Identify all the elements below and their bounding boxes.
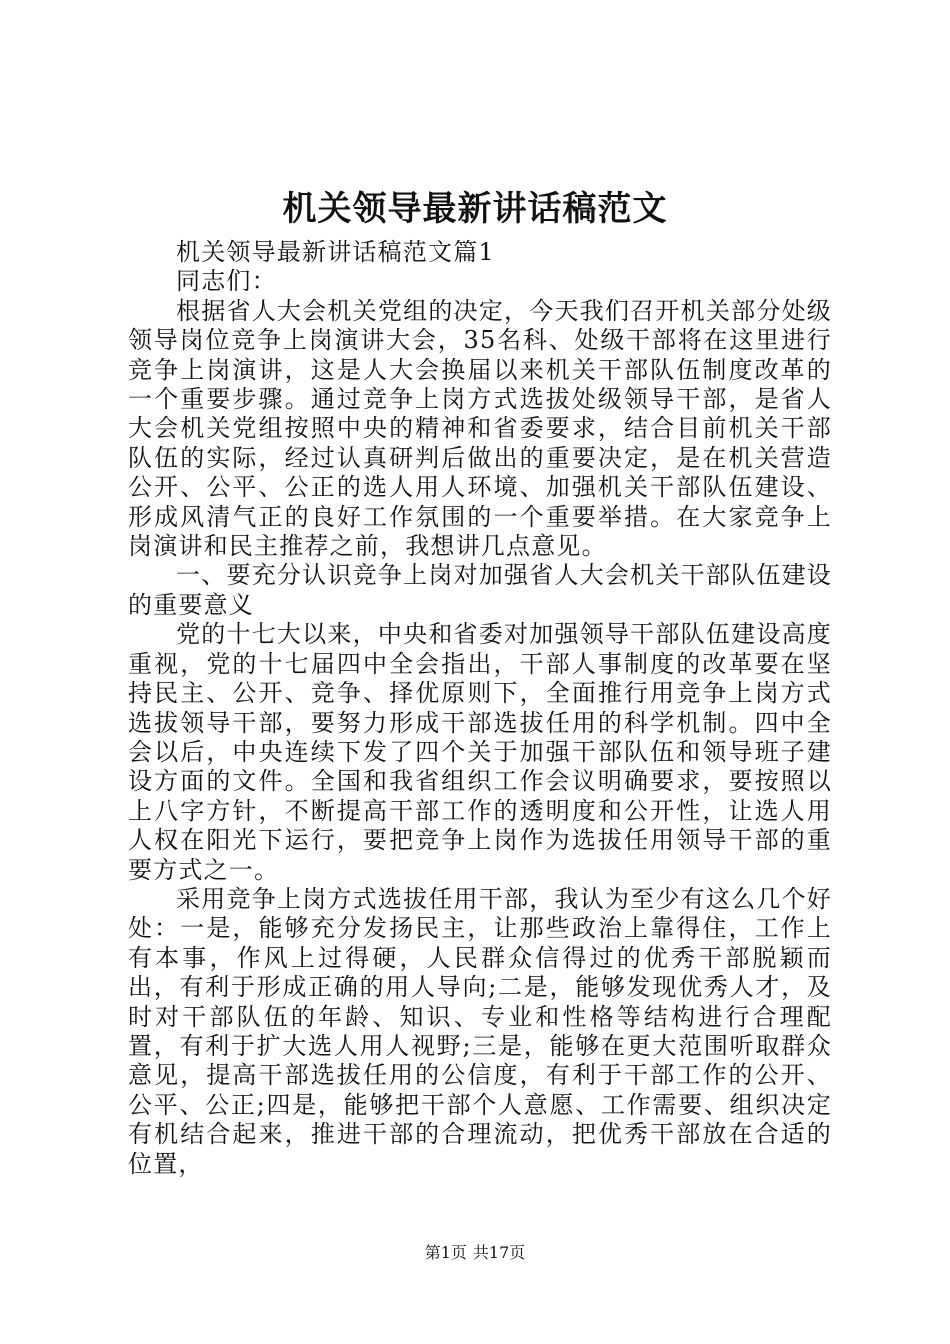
page-footer — [0, 1243, 950, 1263]
page-total: 共17页 — [472, 1243, 526, 1262]
page-title: 机关领导最新讲话稿范文 — [282, 189, 668, 229]
section-subtitle: 机关领导最新讲话稿范文篇1 — [176, 238, 495, 266]
paragraph: 根据省人大会机关党组的决定，今天我们召开机关部分处级领导岗位竞争上岗演讲大会，35名科、处级干部将在这里进行竞争上岗演讲，这是人大会换届以来机关干部队伍制度改革的一个重要步骤。通过竞争上岗方式选拔处级领导干部，是省人大会机关党组按照中央的精神和省委要求，结合目前机关干部队伍的实际，经过认真研判后做出的重要决定，是在机关营造公开、公平、公正的选人用人环境、加强机关干部队伍建设、形成风清气正的良好工作氛围的一个重要举措。在大家竞争上岗演讲和民主推荐之前，我想讲几点意见。 — [128, 296, 832, 561]
paragraph: 采用竞争上岗方式选拔任用干部，我认为至少有这么几个好处：一是，能够充分发扬民主，让那些政治上靠得住，工作上有本事，作风上过得硬，人民群众信得过的优秀干部脱颖而出，有利于形成正确的用人导向;二是，能够发现优秀人才，及时对干部队伍的年龄、知识、专业和性格等结构进行合理配置，有利于扩大选人用人视野;三是，能够在更大范围听取群众意见，提高干部选拔任用的公信度，有利于干部工作的公开、公平、公正;四是，能够把干部个人意愿、工作需要、组织决定有机结合起来，推进干部的合理流动，把优秀干部放在合适的位置， — [128, 884, 832, 1178]
page-number: 第1页 — [424, 1243, 467, 1262]
section-heading: 一、要充分认识竞争上岗对加强省人大会机关干部队伍建设的重要意义 — [128, 561, 832, 619]
greeting: 同志们： — [176, 267, 277, 296]
document-body — [128, 238, 832, 1179]
paragraph: 党的十七大以来，中央和省委对加强领导干部队伍建设高度重视，党的十七届四中全会指出，干部人事制度的改革要在坚持民主、公开、竞争、择优原则下，全面推行用竞争上岗方式选拔领导干部，要努力形成干部选拔任用的科学机制。四中全会以后，中央连续下发了四个关于加强干部队伍和领导班子建设方面的文件。全国和我省组织工作会议明确要求，要按照以上八字方针，不断提高干部工作的透明度和公开性，让选人用人权在阳光下运行，要把竞争上岗作为选拔任用领导干部的重要方式之一。 — [128, 620, 832, 884]
